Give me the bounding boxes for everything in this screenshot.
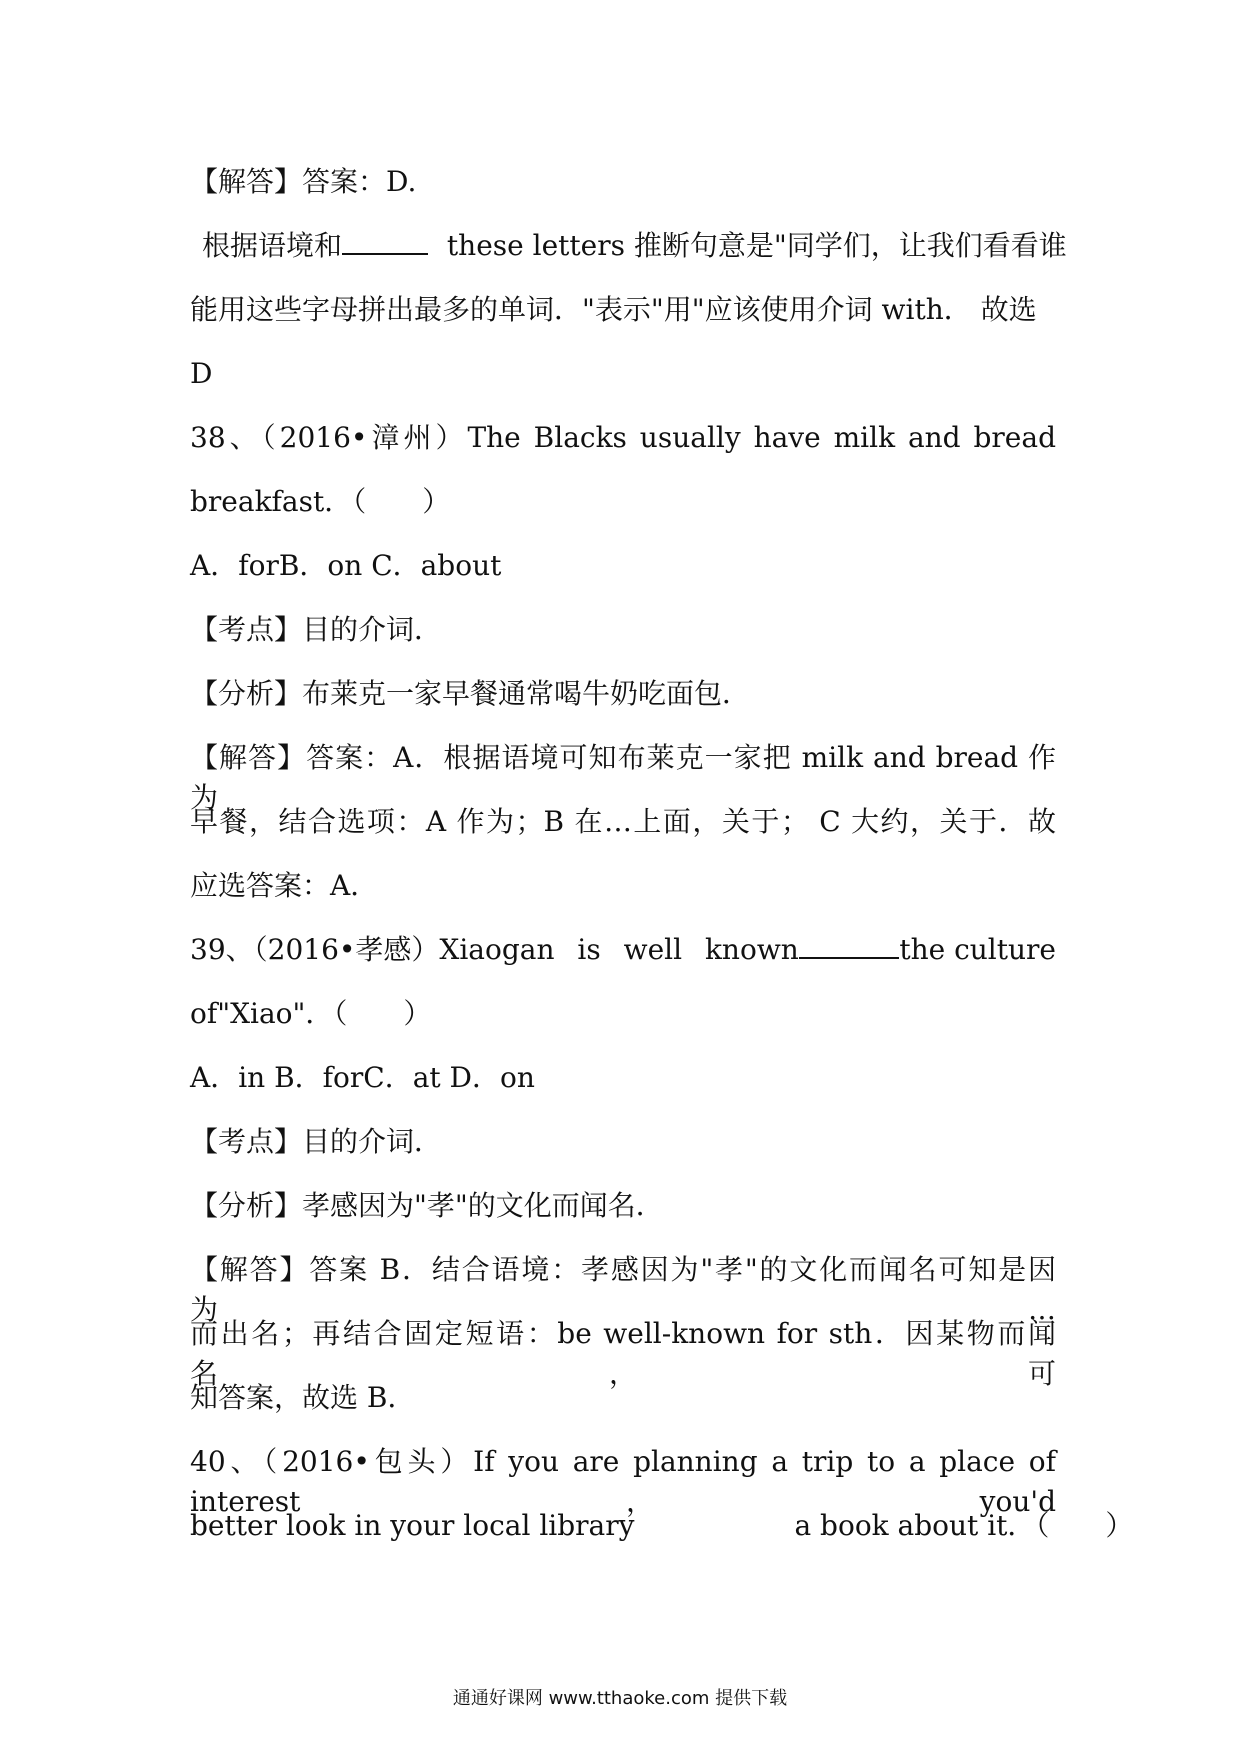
question-38-jieda: 【解答】答案：A．根据语境可知布莱克一家把 milk and bread 作为: [190, 741, 1056, 814]
page-footer: 通通好课网 www.tthaoke.com 提供下载: [452, 1688, 788, 1709]
question-40-stem: 40、（2016•包头）If you are planning a trip to a place of interest，you'd: [190, 1445, 1056, 1518]
question-38-kaodian: 【考点】目的介词．: [190, 613, 443, 646]
question-38-fenxi: 【分析】布莱克一家早餐通常喝牛奶吃面包．: [190, 677, 751, 710]
text-segment: 根据语境和: [202, 229, 343, 262]
prev-answer-line: 能用这些字母拼出最多的单词．"表示"用"应该使用介词 with． 故选: [190, 293, 1037, 326]
answer-blank: [342, 231, 428, 255]
text-segment: the culture: [899, 933, 1056, 966]
question-40-stem: [190, 1506, 1134, 1546]
question-38-stem: breakfast．（ ）: [190, 485, 451, 518]
prev-answer-line: 【解答】答案：D.: [190, 165, 417, 198]
question-39-kaodian: 【考点】目的介词．: [190, 1125, 443, 1158]
question-39-fenxi: 【分析】孝感因为"孝"的文化而闻名．: [190, 1189, 664, 1222]
question-39-stem: of"Xiao"．（ ）: [190, 997, 432, 1030]
question-39-jieda: 【解答】答案 B．结合语境：孝感因为"孝"的文化而闻名可知是因为…: [190, 1253, 1056, 1326]
question-39-jieda: 而出名；再结合固定短语：be well-known for sth．因某物而闻名，可: [190, 1317, 1056, 1390]
answer-blank: [799, 935, 900, 959]
text-segment: these letters 推断句意是"同学们，让我们看看谁: [446, 229, 1067, 262]
question-39-options: A．in B．forC．at D．on: [190, 1061, 535, 1094]
prev-answer-line: D: [190, 357, 213, 390]
question-38-stem: 38、（2016•漳州）The Blacks usually have milk and bread: [190, 421, 1056, 454]
question-38-options: A．forB．on C．about: [190, 549, 502, 582]
text-segment: a book about it．（ ）: [794, 1509, 1134, 1542]
question-38-jieda: 早餐，结合选项：A 作为；B 在…上面，关于； C 大约，关于．故: [190, 805, 1056, 838]
text-segment: 39、（2016•孝感）Xiaogan is well known: [190, 933, 799, 966]
question-39-stem: [190, 930, 1056, 970]
text-segment: better look in your local library: [190, 1509, 635, 1542]
question-39-jieda: 知答案，故选 B．: [190, 1381, 416, 1414]
prev-answer-line: [190, 226, 1067, 266]
question-38-jieda: 应选答案：A．: [190, 869, 379, 902]
